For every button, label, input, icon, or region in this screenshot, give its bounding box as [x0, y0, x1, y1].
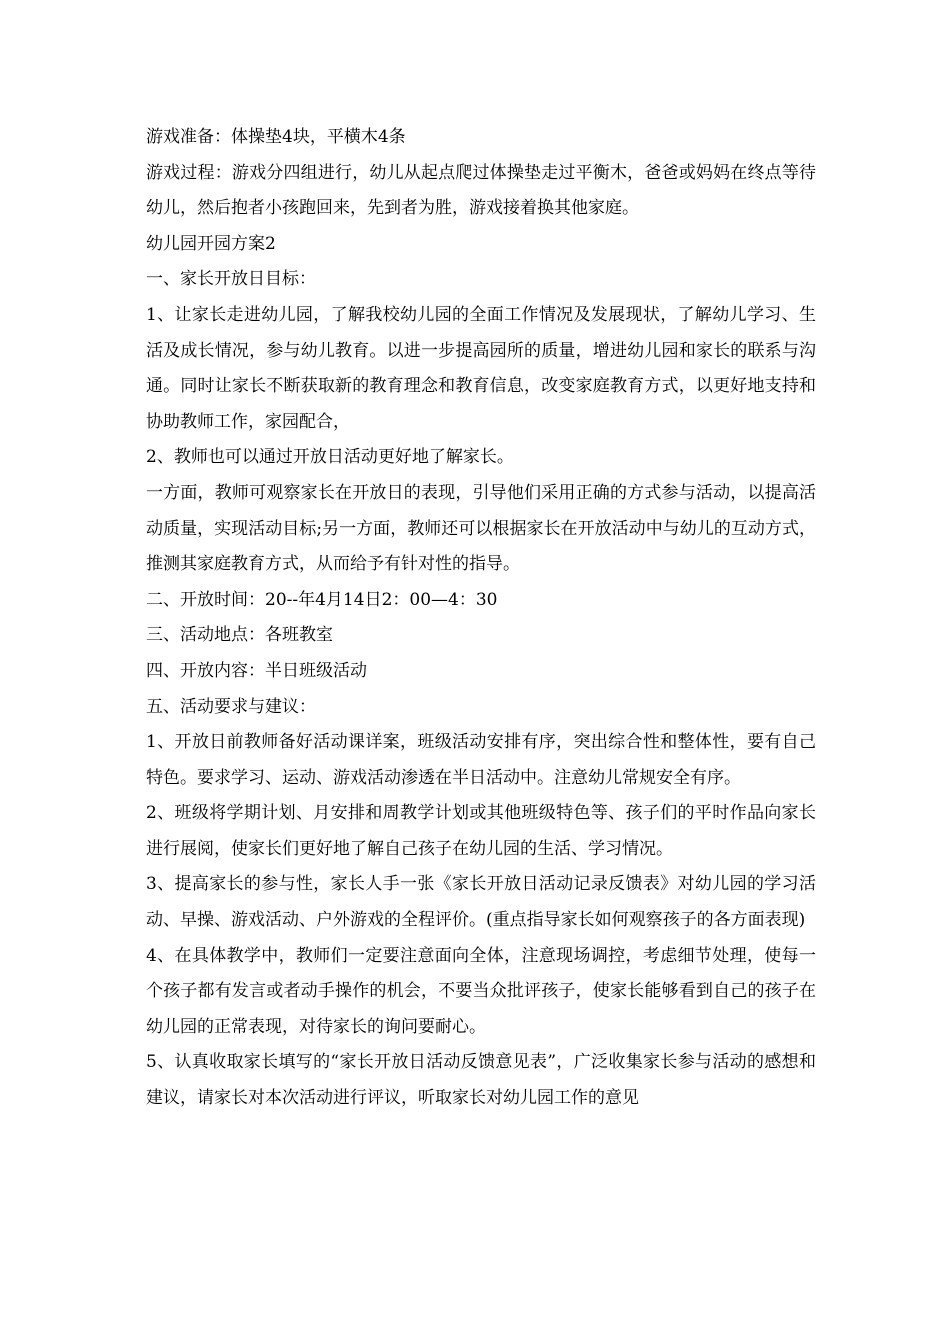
paragraph-requirement-1: 1、开放日前教师备好活动课详案，班级活动安排有序，突出综合性和整体性，要有自己特色。要求学习、运动、游戏活动渗透在半日活动中。注意幼儿常规安全有序。: [146, 732, 816, 788]
paragraph-goal-2: 2、教师也可以通过开放日活动更好地了解家长。: [146, 447, 514, 468]
heading-open-day-goals: 一、家长开放日目标：: [146, 269, 316, 290]
paragraph-goal-1: 1、让家长走进幼儿园，了解我校幼儿园的全面工作情况及发展现状，了解幼儿学习、生活及成长情况，参与幼儿教育。以进一步提高园所的质量，增进幼儿园和家长的联系与沟通。同时让家长不断获取新的教育理念和教育信息，改变家庭教育方式，以更好地支持和协助教师工作，家园配合，: [146, 304, 816, 432]
heading-open-content: 四、开放内容：半日班级活动: [146, 660, 367, 681]
paragraph-requirement-3: 3、提高家长的参与性，家长人手一张《家长开放日活动记录反馈表》对幼儿园的学习活动、早操、游戏活动、户外游戏的全程评价。(重点指导家长如何观察孩子的各方面表现): [146, 874, 816, 931]
heading-activity-location: 三、活动地点：各班教室: [146, 625, 333, 646]
section-title-plan-2: 幼儿园开园方案2: [146, 233, 276, 254]
heading-requirements: 五、活动要求与建议：: [146, 696, 316, 717]
paragraph-game-preparation: 游戏准备：体操垫4块，平横木4条: [146, 127, 406, 147]
paragraph-requirement-2: 2、班级将学期计划、月安排和周教学计划或其他班级特色等、孩子们的平时作品向家长进行展阅，使家长们更好地了解自己孩子在幼儿园的生活、学习情况。: [146, 803, 816, 859]
paragraph-goal-2-detail: 一方面，教师可观察家长在开放日的表现，引导他们采用正确的方式参与活动，以提高活动质量，实现活动目标;另一方面，教师还可以根据家长在开放活动中与幼儿的互动方式，推测其家庭教育方式，从而给予有针对性的指导。: [146, 482, 816, 575]
document-body: [146, 120, 816, 1117]
paragraph-game-process: 游戏过程：游戏分四组进行，幼儿从起点爬过体操垫走过平衡木，爸爸或妈妈在终点等待幼儿，然后抱者小孩跑回来，先到者为胜，游戏接着换其他家庭。: [146, 162, 816, 219]
heading-open-time: 二、开放时间：20--年4月14日2：00—4：30: [146, 589, 498, 610]
paragraph-requirement-4: 4、在具体教学中，教师们一定要注意面向全体，注意现场调控，考虑细节处理，使每一个孩子都有发言或者动手操作的机会，不要当众批评孩子，使家长能够看到自己的孩子在幼儿园的正常表现，对待家长的询问要耐心。: [146, 945, 816, 1037]
paragraph-requirement-5: 5、认真收取家长填写的“家长开放日活动反馈意见表”，广泛收集家长参与活动的感想和建议，请家长对本次活动进行评议，听取家长对幼儿园工作的意见: [146, 1052, 816, 1109]
